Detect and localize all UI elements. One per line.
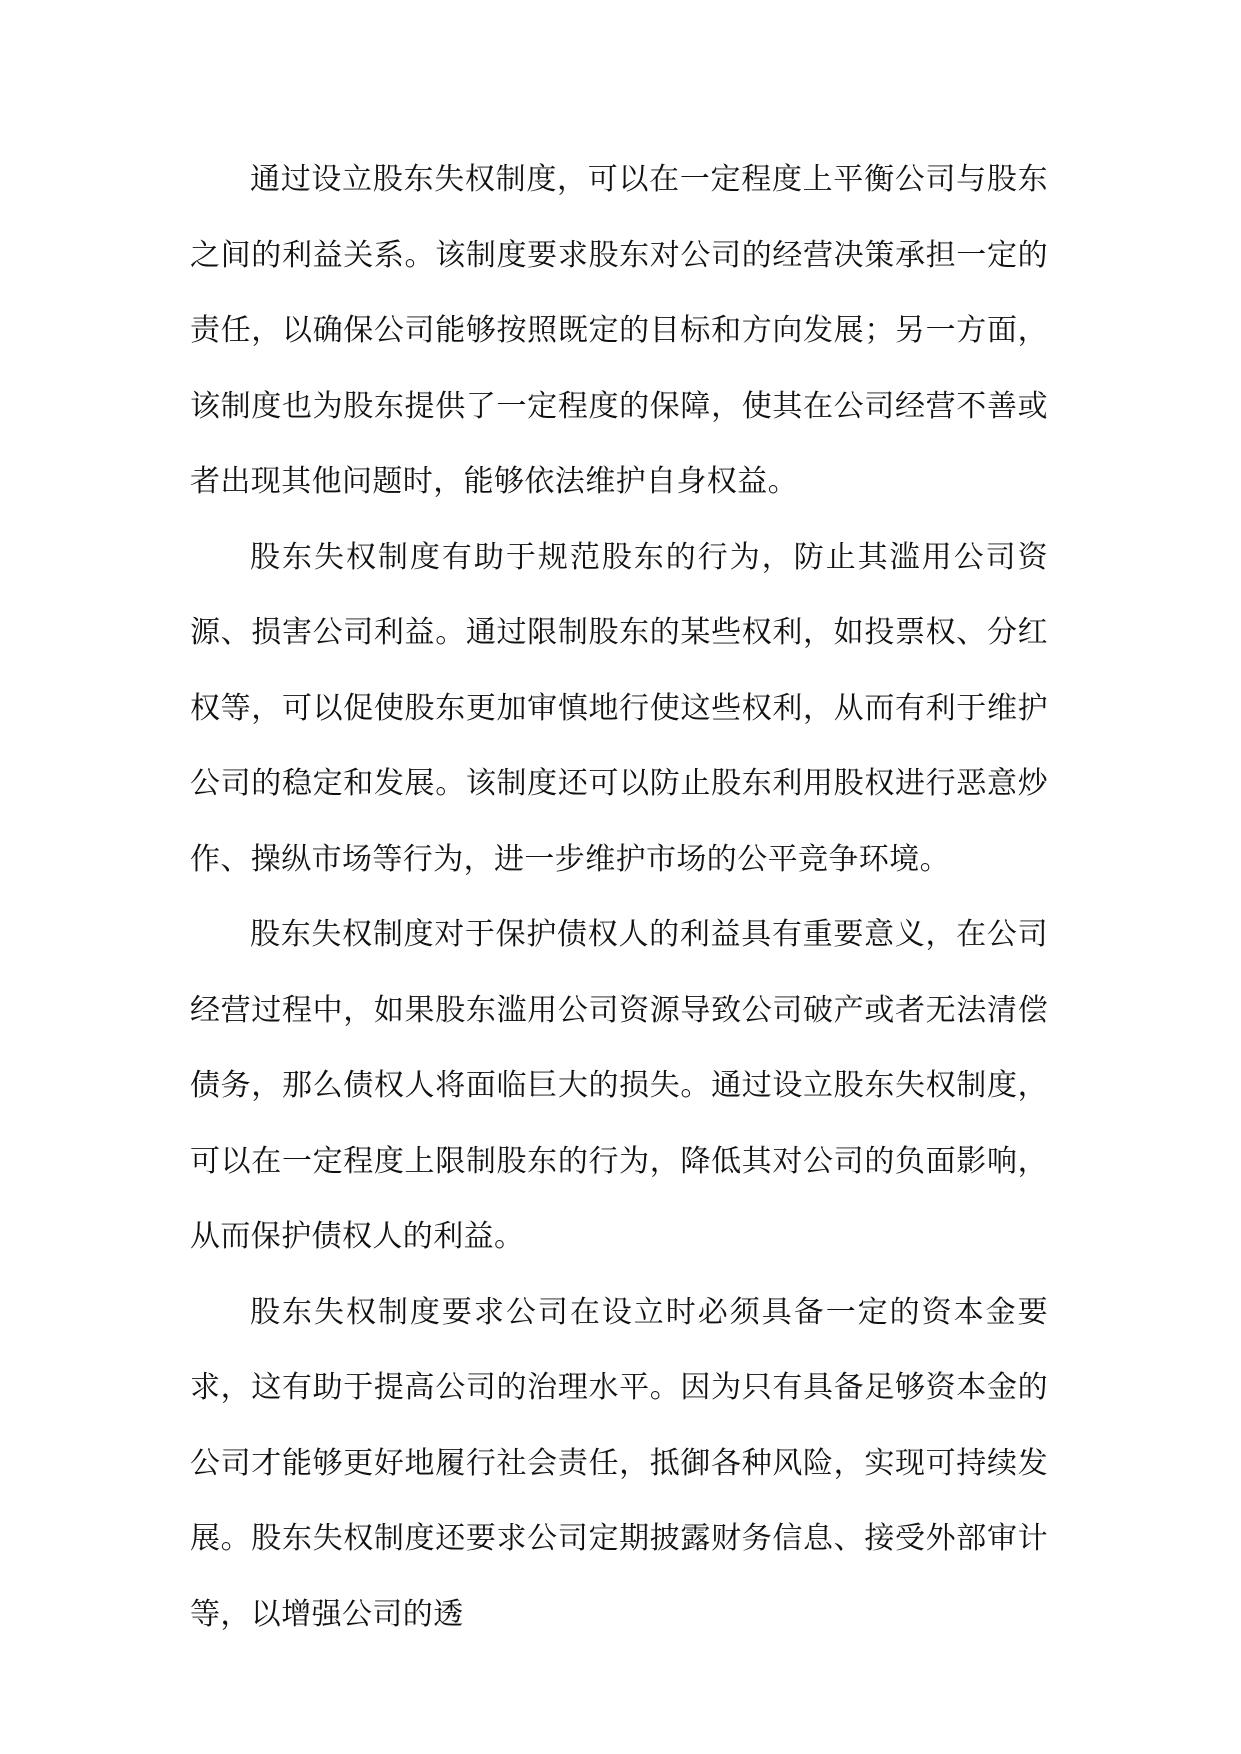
paragraph-4: 股东失权制度要求公司在设立时必须具备一定的资本金要求，这有助于提高公司的治理水平。因为只有具备足够资本金的公司才能够更好地履行社会责任，抵御各种风险，实现可持续发展。股东失权制度还要求公司定期披露财务信息、接受外部审计等，以增强公司的透 [190, 1294, 1048, 1632]
paragraph-3: 股东失权制度对于保护债权人的利益具有重要意义，在公司经营过程中，如果股东滥用公司资源导致公司破产或者无法清偿债务，那么债权人将面临巨大的损失。通过设立股东失权制度，可以在一定程度上限制股东的行为，降低其对公司的负面影响，从而保护债权人的利益。 [190, 917, 1048, 1254]
paragraph-2: 股东失权制度有助于规范股东的行为，防止其滥用公司资源、损害公司利益。通过限制股东的某些权利，如投票权、分红权等，可以促使股东更加审慎地行使这些权利，从而有利于维护公司的稳定和发展。该制度还可以防止股东利用股权进行恶意炒作、操纵市场等行为，进一步维护市场的公平竞争环境。 [190, 539, 1048, 877]
body-text [190, 142, 1048, 1652]
paragraph-1: 通过设立股东失权制度，可以在一定程度上平衡公司与股东之间的利益关系。该制度要求股东对公司的经营决策承担一定的责任，以确保公司能够按照既定的目标和方向发展；另一方面，该制度也为股东提供了一定程度的保障，使其在公司经营不善或者出现其他问题时，能够依法维护自身权益。 [190, 162, 1048, 499]
